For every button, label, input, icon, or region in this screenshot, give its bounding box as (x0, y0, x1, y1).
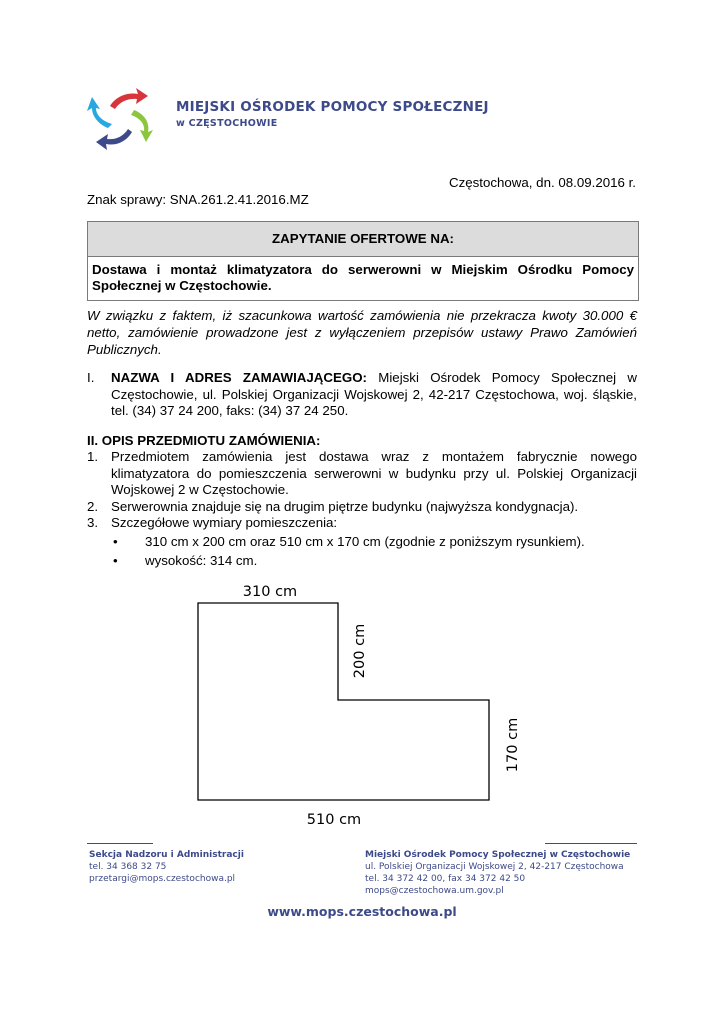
inquiry-heading: ZAPYTANIE OFERTOWE NA: (88, 222, 638, 257)
footer-right-title: Miejski Ośrodek Pomocy Społecznej w Częstochowie (365, 850, 631, 860)
list-item-text: Przedmiotem zamówienia jest dostawa wraz z montażem fabrycznie nowego klimatyzatora do pomieszczenia serwerowni w budynku przy ul. Polskiej Organizacji Wojskowej 2 w Częstochowie. (111, 449, 637, 497)
bullet-item (87, 552, 637, 570)
logo-green-arrow (131, 110, 153, 142)
dimension-label-bottom: 510 cm (306, 812, 362, 828)
room-outline (198, 603, 489, 800)
section-1-title: NAZWA I ADRES ZAMAWIAJĄCEGO: (111, 370, 367, 385)
room-floor-plan (180, 575, 540, 835)
bullet-item (87, 533, 637, 551)
list-item-text: Serwerownia znajduje się na drugim piętrze budynku (najwyższa kondygnacja). (111, 498, 579, 514)
website-link[interactable]: www.mops.czestochowa.pl (267, 904, 457, 919)
logo-lightblue-arrow (87, 97, 112, 128)
inquiry-box (87, 221, 639, 301)
mops-logo (86, 84, 156, 154)
inquiry-subject: Dostawa i montaż klimatyzatora do serwerowni w Miejskim Ośrodku Pomocy Społecznej w Częstochowie. (92, 262, 634, 293)
footer-right-email[interactable]: mops@czestochowa.um.gov.pl (365, 886, 504, 896)
list-item (87, 515, 637, 532)
logo-red-arrow (110, 88, 148, 109)
section-1-text: Miejski Ośrodek Pomocy Społecznej w Częstochowie, ul. Polskiej Organizacji Wojskowej 2, 42-217 Częstochowa, woj. śląskie, tel. (34) 37 24 200, faks: (34) 37 24 250. (111, 370, 638, 418)
section-2-list (87, 449, 637, 570)
place-date: Częstochowa, dn. 08.09.2016 r. (448, 175, 636, 190)
dimension-label-top: 310 cm (242, 584, 298, 600)
list-item (87, 449, 637, 499)
bullet-icon: • (113, 552, 118, 568)
list-item (87, 499, 637, 516)
intro-paragraph: W związku z faktem, iż szacunkowa wartość zamówienia nie przekracza kwoty 30.000 € netto, zamówienie prowadzone jest z wyłączeniem przepisów ustawy Prawo Zamówień Publicznych. (87, 308, 637, 357)
org-name: MIEJSKI OŚRODEK POMOCY SPOŁECZNEJ (176, 99, 489, 115)
footer-left-phone: tel. 34 368 32 75 (89, 862, 167, 872)
footer-right-phone: tel. 34 372 42 00, fax 34 372 42 50 (365, 874, 526, 884)
footer-divider-right (545, 843, 637, 844)
list-item-number: 3. (87, 515, 99, 530)
bullet-text: wysokość: 314 cm. (145, 552, 258, 568)
list-item-text: Szczegółowe wymiary pomieszczenia: (111, 515, 338, 530)
section-2-heading: II. OPIS PRZEDMIOTU ZAMÓWIENIA: (87, 433, 321, 448)
footer-divider-left (87, 843, 153, 844)
bullet-text: 310 cm x 200 cm oraz 510 cm x 170 cm (zgodnie z poniższym rysunkiem). (145, 533, 585, 549)
section-1 (87, 370, 637, 420)
footer-left-title: Sekcja Nadzoru i Administracji (89, 850, 244, 860)
footer-left-email[interactable]: przetargi@mops.czestochowa.pl (89, 874, 236, 884)
logo-navy-arrow (96, 129, 132, 150)
list-item-number: 2. (87, 498, 99, 514)
dimension-label-upper-right: 200 cm (352, 623, 368, 679)
dimension-label-lower-right: 170 cm (505, 717, 521, 773)
footer-right-address: ul. Polskiej Organizacji Wojskowej 2, 42-217 Częstochowa (365, 862, 624, 872)
footer-left-contact (89, 849, 244, 885)
section-1-body (111, 370, 637, 420)
section-1-number: I. (87, 370, 95, 385)
case-reference: Znak sprawy: SNA.261.2.41.2016.MZ (87, 192, 309, 207)
list-item-number: 1. (87, 449, 99, 464)
bullet-icon: • (113, 533, 118, 549)
org-city: w CZĘSTOCHOWIE (176, 118, 278, 129)
footer-right-contact (365, 849, 630, 897)
